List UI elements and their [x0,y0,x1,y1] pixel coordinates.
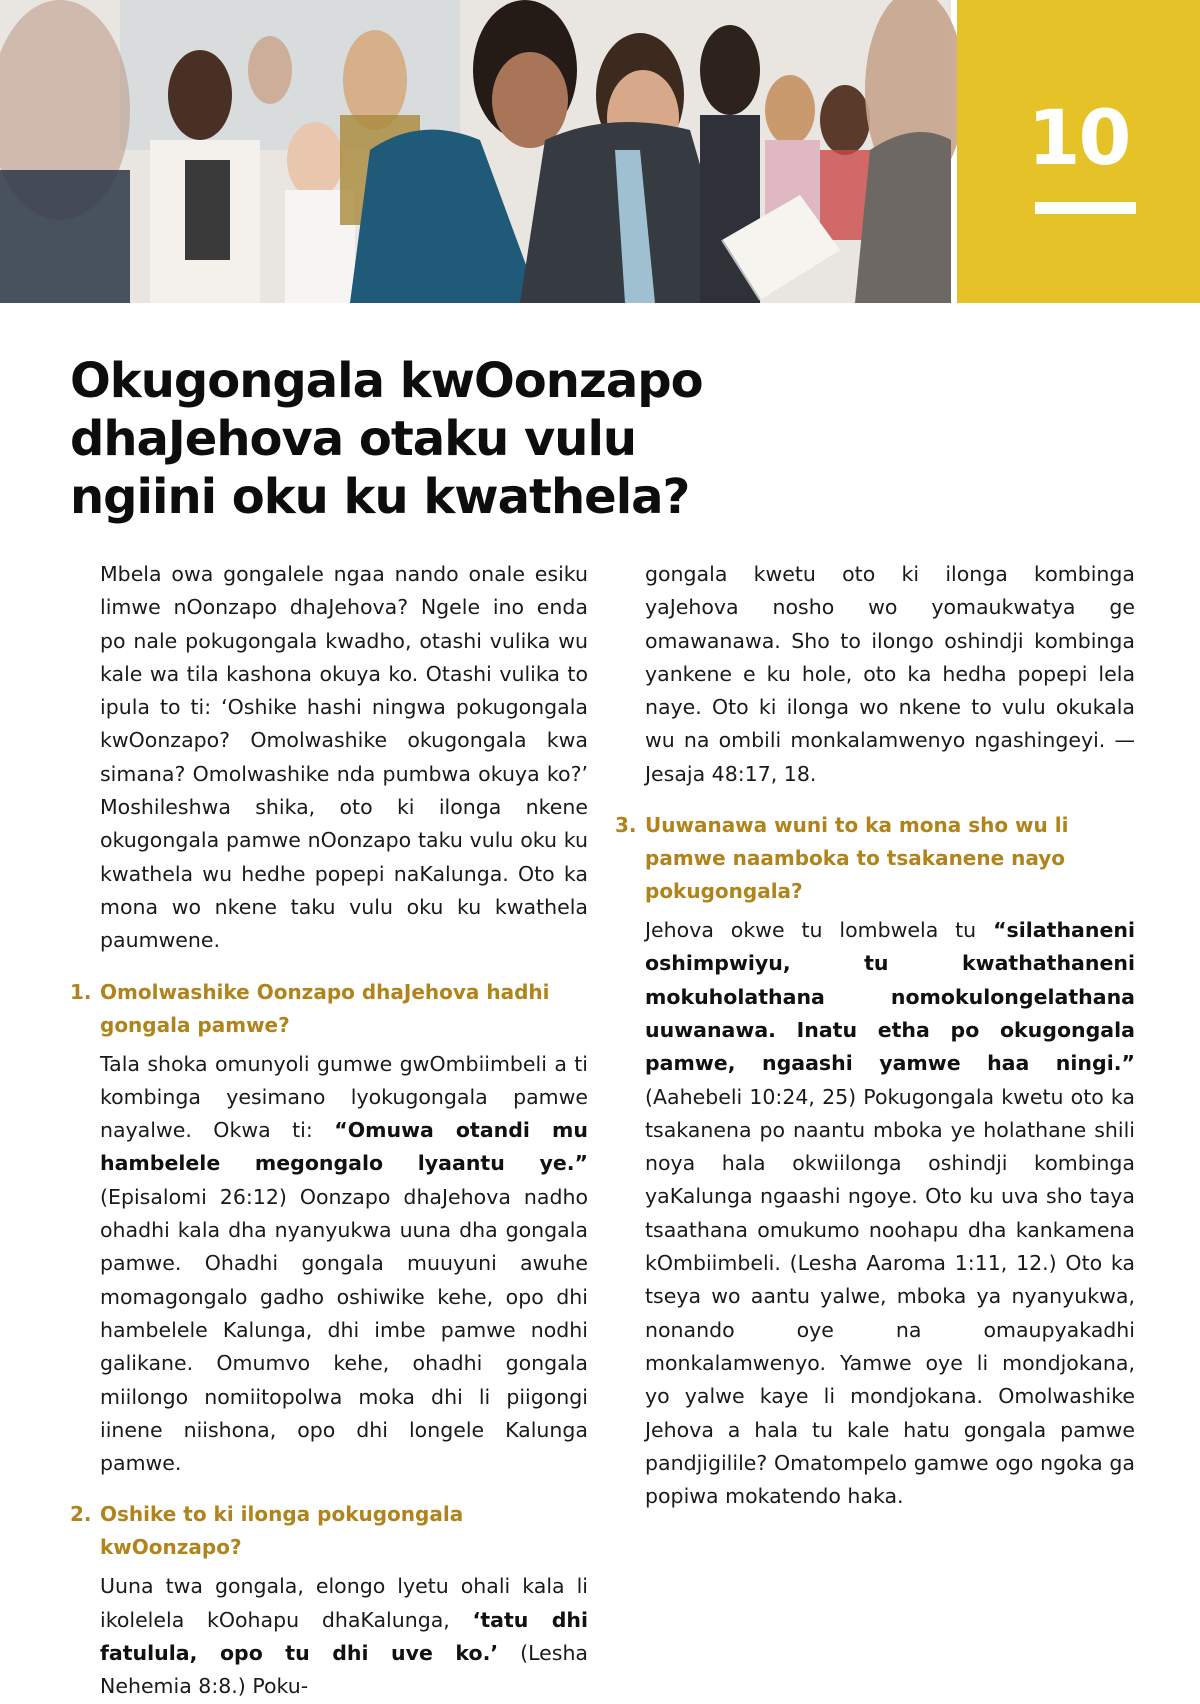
section-2-question-text: Oshike to ki ilonga pokugongala kwOonzapo? [100,1502,464,1560]
section-2-text-overflow: gongala kwetu oto ki ilonga kombinga yaJehova nosho wo yomaukwatya ge omawanawa. Sho to ilongo oshindji kombinga yankene e ku hole, oto ka hedha popepi lela naye. Oto ki ilonga wo nkene to vulu okukala wu na ombili monkalamwenyo ngashingeyi. — Jesaja 48:17, 18. [645,562,1135,786]
congregation-photo-illustration [0,0,951,303]
section-3-question-text: Uuwanawa wuni to ka mona sho wu li pamwe naamboka to tsakanene nayo pokugongala? [645,813,1069,904]
lesson-number: 10 [1027,93,1130,182]
section-3-scripture-quote: “silathaneni oshimpwiyu, tu kwathathaneni mokuholathana nomokulongelathana uuwanawa. Inatu etha po okugongala pamwe, ngaashi yamwe haa ningi.” [645,918,1135,1076]
section-3-paragraph [645,914,1135,1513]
section-2-question [70,1498,588,1564]
section-1-question [70,976,588,1042]
section-2-scripture-quote: ‘tatu dhi fatulula, opo tu dhi uve ko.’ [100,1607,588,1666]
intro-paragraph: Mbela owa gongalele ngaa nando onale esiku limwe nOonzapo dhaJehova? Ngele ino enda po nale pokugongala kwadho, otashi vulika wu kale wa tila kashona okuya ko. Otashi vulika to ipula to ti: ‘Oshike hashi ningwa pokugongala kwOonzapo? Omolwashike okugongala kwa simana? Omolwashike nda pumbwa okuya ko?’ Moshileshwa shika, oto ki ilonga nkene okugongala pamwe nOonzapo taku vulu oku ku kwathela wu hedhe popepi naKalunga. Oto ka mona wo nkene taku vulu oku ku kwathela paumwene. [100,562,588,953]
section-1-question-text: Omolwashike Oonzapo dhaJehova hadhi gongala pamwe? [100,979,550,1037]
lesson-number-underline [1035,202,1136,214]
section-1-scripture-quote: “Omuwa otandi mu hambelele megongalo lyaantu ye.” [100,1118,588,1176]
section-2-text: Uuna twa gongala, elongo lyetu ohali kala li ikolelela kOohapu dhaKalunga, [100,1574,588,1632]
right-column [615,558,1135,1513]
section-2-paragraph [100,1570,588,1703]
section-3-text: Jehova okwe tu lombwela tu [645,918,994,943]
section-1-text: Tala shoka omunyoli gumwe gwOmbiimbeli a ti kombinga yesimano lyokugongala pamwe nayalwe. Okwa ti: [100,1051,588,1143]
section-2-number: 2. [70,1502,92,1527]
section-3-text-continued: (Aahebeli 10:24, 25) Pokugongala kwetu oto ka tsakanena po naantu mboka ye holathane shili noya hala okwiilonga oshindji kombinga yaKalunga ngaashi ngoye. Oto ku uva sho taya tsaathana omukumo noohapu dha kankamena kOmbiimbeli. (Lesha Aaroma 1:11, 12.) Oto ka tseya wo aantu yalwe, mboka ya nyanyukwa, nonando oye na omaupyakadhi monkalamwenyo. Yamwe oye li mondjokana, yo yalwe kaye li mondjokana. Omolwashike Jehova a hala tu kale hatu gongala pamwe pandjigilile? Omatompelo gamwe ogo ngoka ga popiwa mokatendo haka. [645,1084,1135,1509]
section-2-text-continued: (Lesha Nehemia 8:8.) Poku- [100,1641,588,1699]
section-1-paragraph [100,1048,588,1481]
section-3-question [615,809,1135,908]
section-2-paragraph-continued [645,558,1135,791]
lesson-title: Okugongala kwOonzapo dhaJehova otaku vulu ngiini oku ku kwathela? [70,353,703,525]
section-1-number: 1. [70,979,92,1004]
lesson-number-badge [957,0,1200,303]
section-1-text-continued: (Episalomi 26:12) Oonzapo dhaJehova nadho ohadhi kala dha nyanyukwa uuna dha gongala pamwe. Ohadhi gongala muuyuni awuhe momagongalo gadho oshiwike kehe, opo dhi hambelele Kalunga, dhi imbe pamwe nodhi galikane. Omumvo kehe, ohadhi gongala miilongo nomiitopolwa moka dhi li piigongi iinene niishona, opo dhi longele Kalunga pamwe. [100,1184,588,1476]
hero-photo [0,0,951,303]
section-3-number: 3. [615,813,637,838]
left-column [70,558,588,1704]
